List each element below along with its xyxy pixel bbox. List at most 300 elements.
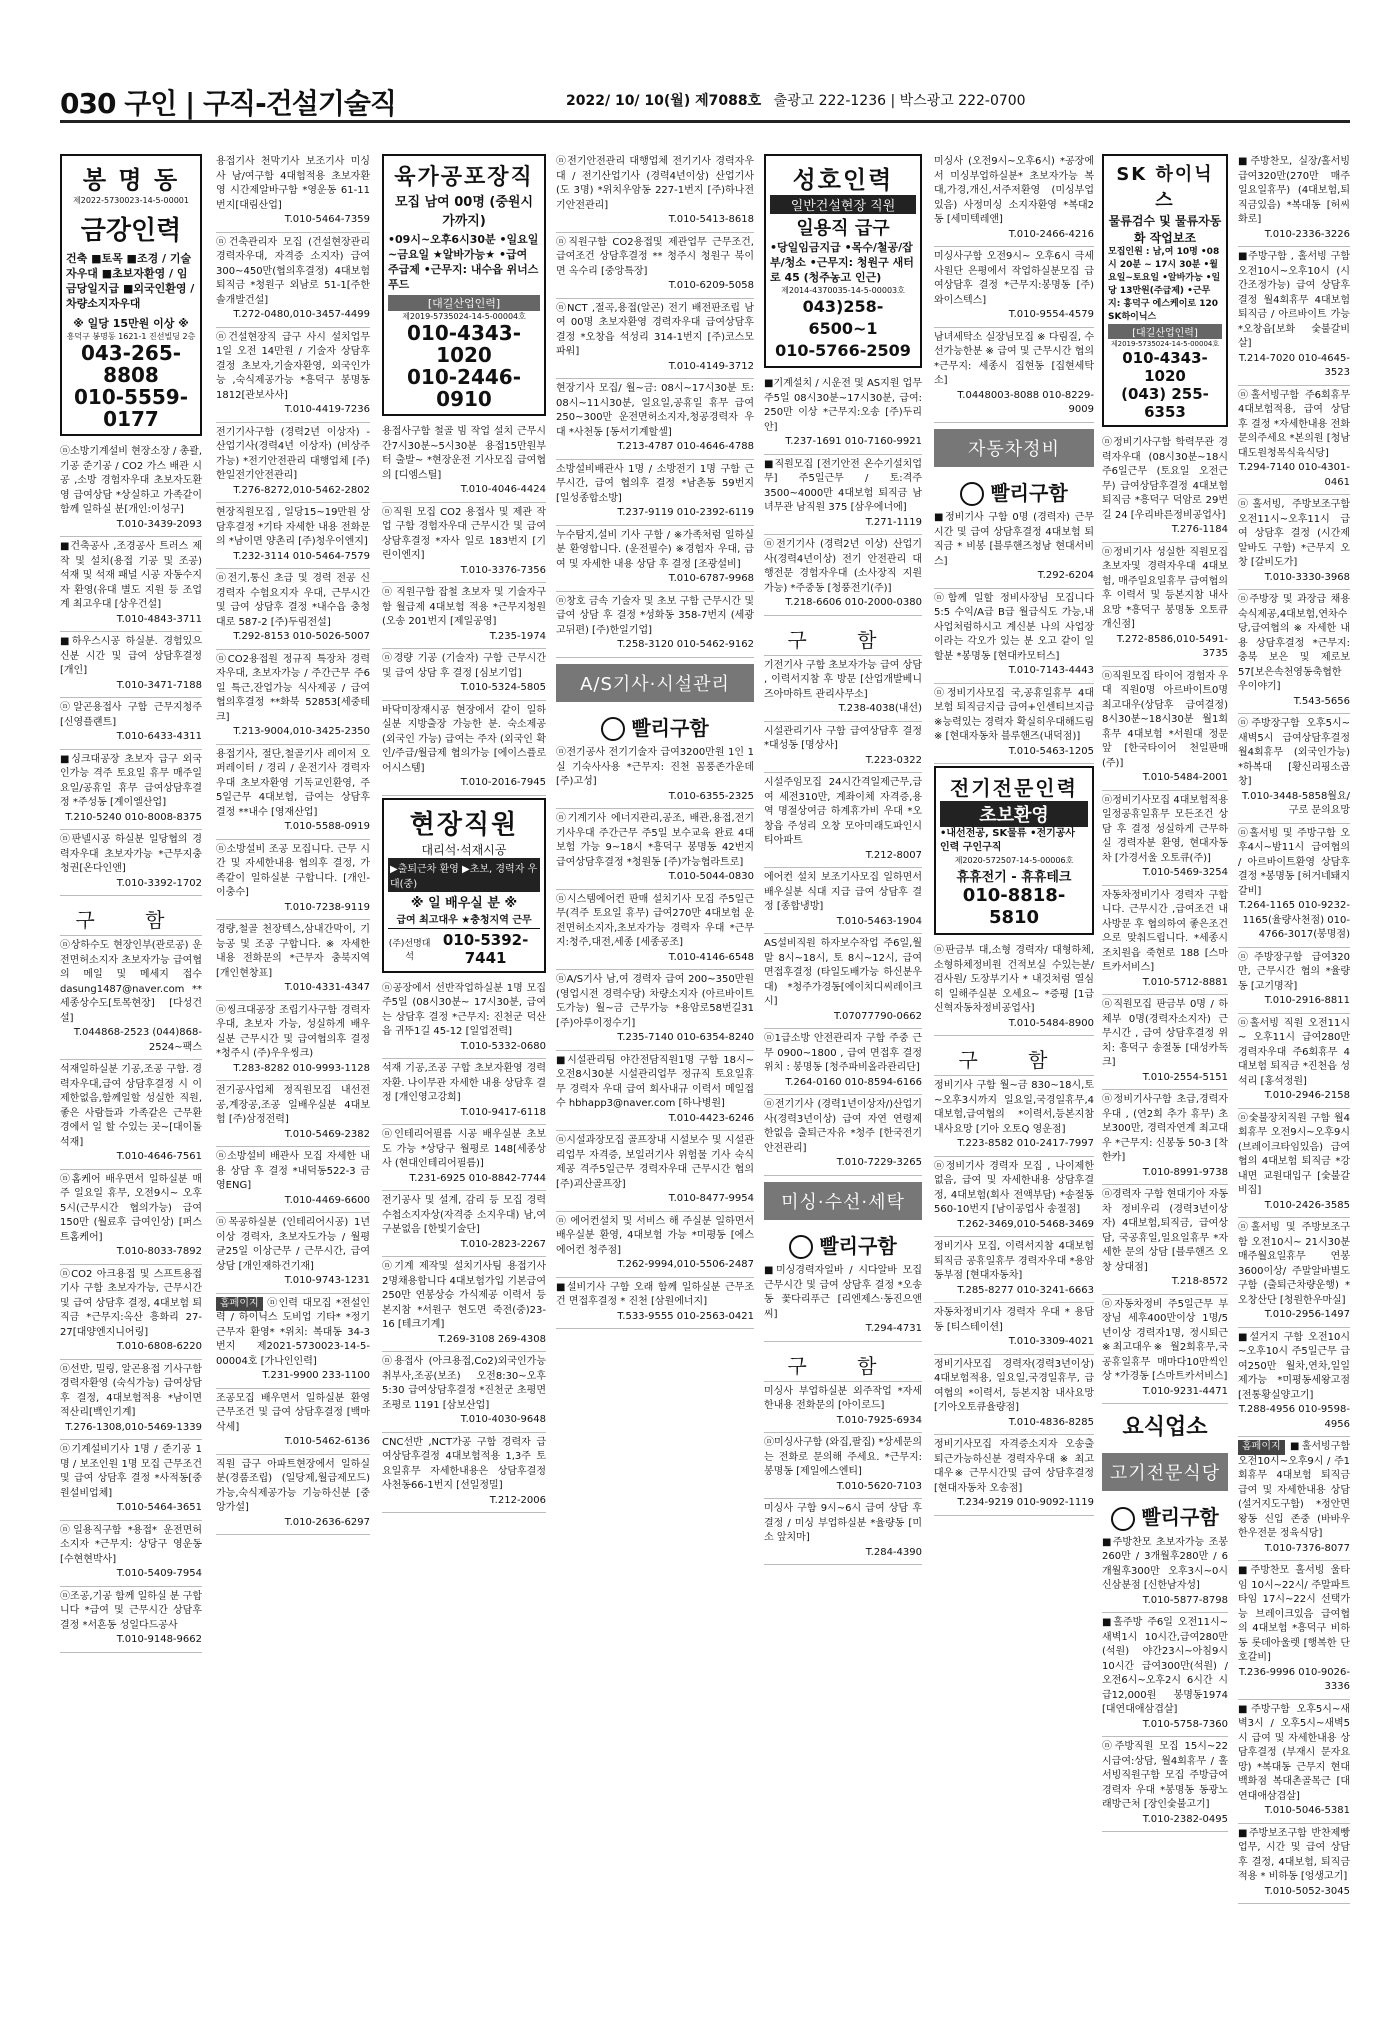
section-header-sewing: 미싱·수선·세탁 (764, 1182, 922, 1220)
homepage-tag: 홈페이지 (216, 1297, 263, 1312)
box-reg: 제2014-4370035-14-5-00003호 (781, 286, 905, 295)
ad-list (764, 374, 922, 616)
ad-text: ⓝ경력자 구함 현대기아 자동차 정비우리 (경력3년이상자) 4대보험,퇴직금, 급여상담, 국공휴일,일요일휴무 *자세한 문의 상담 [블루핸즈 오창 상대점] (1102, 1189, 1228, 1273)
classified-ad (764, 773, 922, 868)
ad-text: ⓝ숯불장치직원 구함 월4회휴무 오전9시~오후9시(브레이크타임있음) 급여협의 4대보험 퇴직금 *강내면 교원대입구 [숯불갈비집] (1238, 1112, 1350, 1196)
ad-tel: T.010-2016-7945 (460, 777, 546, 788)
ad-tel: T.010-5712-8881 (1142, 976, 1228, 988)
classified-ad (216, 569, 370, 650)
column-5 (764, 152, 922, 2012)
ad-text: ⓝ건축관리자 모집 (건설현장관리 경력자우대, 자격증 소지자) 급여300~450만(협의후결정) 4대보험 퇴직금 *청원구 외남로 51-1[주한솔개발건설] (216, 236, 370, 306)
classified-ad (1102, 543, 1228, 667)
ad-text: ⓝ정비기사 성실한 직원모집 초보자및 경력자우대 4대보험, 매주일요일휴무 급여협의후 이력서 및 등본지참 내사요망 *흥덕구 봉명동 오토큐개신점] (1102, 546, 1228, 630)
ad-tel: T.010-5877-8798 (1142, 1594, 1228, 1606)
ad-tel: T.232-3114 010-5464-7579 (233, 550, 370, 562)
box-phone-1: 010-4343-1020 (406, 321, 521, 367)
box-phone: 010-8818-5810 (962, 885, 1066, 928)
ad-tel: T.543-5656 (1293, 695, 1350, 707)
classified-ad (216, 423, 370, 504)
box-phone-2: (043) 255-6353 (1121, 385, 1209, 421)
section-header-restaurant: 요식업소 (1122, 1415, 1208, 1440)
ad-tel: T.010-5324-5805 (460, 682, 546, 693)
section-header-as: A/S기사·시설관리 (556, 664, 754, 702)
ad-text: 바닥미장재시공 현장에서 같이 일하실분 지방출장 가능한 분. 숙소제공 (외국인 가능) 급여는 주자 (외국인 확인/주급/월급제 협의가능 [에이스플로어시스템] (382, 704, 546, 774)
ad-text: 시설관리기사 구함 급여상담후 결정 *대성동 [명상사] (764, 725, 922, 751)
ad-text: ⓝ알곤용접사 구함 근무지청주[신영플랜트] (60, 702, 202, 728)
ad-text: ⓝ용접사 (아크용접,Co2)외국인가능 취부사,조공(보조) 오전8:30~오후5:30 급여상담후결정 *진천군 초평면 조평로 1191 [삼보산업] (382, 1356, 546, 1411)
ad-text: 정비기사모집 자격증소지자 오송출퇴근가능하신분 경력자우대 ※ 최고대우※ 근무시간및 급여 상담후결정 [현대자동차 오송점] (934, 1439, 1094, 1494)
ad-tel: T.010-5620-7103 (836, 1480, 922, 1492)
classified-ad (764, 1499, 922, 1565)
quick-hire-label: 빨리구함 (819, 1233, 897, 1258)
ad-text: ⓝCO2용접원 정규직 특장차 경력자우대, 초보자가능 / 주간근무 주6일 특근,잔업가능 식사제공 / 급여 협의후결정 **화북 52853[세중테크] (216, 653, 370, 723)
ad-tel: T.010-2336-3226 (1264, 228, 1350, 240)
ad-tel: T.264-0160 010-8594-6166 (785, 1076, 922, 1088)
box-name: 금강인력 (80, 216, 182, 246)
classified-ad (934, 1355, 1094, 1436)
ad-tel: T.010-3392-1702 (116, 877, 202, 889)
quick-hire-banner (934, 471, 1094, 509)
classified-ad (764, 1261, 922, 1342)
classified-ad (382, 1191, 546, 1257)
ad-box-meat (382, 154, 546, 416)
box-line: 급여 최고대우 ★충청지역 근무 (396, 914, 532, 926)
ad-tel: T.258-3120 010-5462-9162 (617, 639, 754, 650)
homepage-tag: 홈페이지 (1238, 1440, 1285, 1455)
ad-tel: T.294-7140 010-4301-0461 (1238, 462, 1350, 488)
classified-ad (556, 592, 754, 658)
classified-ad (60, 1060, 202, 1170)
classified-ad (216, 152, 370, 233)
clock-icon (601, 717, 625, 741)
ad-tel: T.010-7229-3265 (836, 1157, 922, 1168)
ad-tel: T.235-7140 010-6354-8240 (617, 1032, 754, 1043)
ad-text: ⓝ인력 대모집 *전설인력 / 하이닉스 도비업 기타* *정기근무자 환영* *위치: 복대동 34-3번지 제2021-5730023-14-5-00004호 [가나인인력] (216, 1297, 370, 1367)
classified-ad (216, 1455, 370, 1536)
ad-text: ⓝ1급소방 안전관리자 구함 주중 근무 0900~1800 , 급여 면접후 결정 위치 : 봉명동 [청주파비올라관리단] (764, 1033, 922, 1073)
box-reg: 제2019-5735024-14-5-00004호 (1110, 340, 1220, 348)
box-phone-1: 043-265-8808 (80, 341, 182, 387)
ad-tel: T.010-8991-9738 (1142, 1166, 1228, 1178)
quick-hire-banner (556, 706, 754, 744)
box-reg: 제2020-572507-14-5-00006호 (954, 856, 1074, 865)
classified-ad (556, 460, 754, 526)
ad-tel: T.010-4046-4424 (460, 484, 546, 495)
classified-ad (1102, 1533, 1228, 1614)
classified-ad (60, 1521, 202, 1587)
classified-ad (1238, 824, 1350, 948)
classifieds (60, 152, 1350, 2012)
ad-tel: T.262-3469,010-5468-3469 (957, 1218, 1094, 1230)
quick-hire-banner (1102, 1495, 1228, 1533)
ad-tel: T.210-5240 010-8008-8375 (65, 811, 202, 823)
ad-tel: T.010-2426-3585 (1264, 1199, 1350, 1211)
ad-text: AS설비직원 하자보수작업 주6일,월말 8시~18시, 토 8시~12시, 급여 면접후결정 (타일도배가능 하신분우대) *청주가경동[에이치디씨레이크시] (764, 938, 922, 1007)
ad-tel: T.010-2916-8811 (1264, 995, 1350, 1006)
ad-tel: T.010-5332-0680 (460, 1040, 546, 1052)
ad-tel: T.010-3376-7356 (460, 564, 546, 576)
ad-tel: T.292-6204 (1037, 570, 1094, 581)
ad-tel: T.010-2956-1497 (1264, 1309, 1350, 1320)
ad-tel: T.285-8277 010-3241-6663 (957, 1284, 1094, 1296)
ad-tel: T.010-5464-3651 (116, 1502, 202, 1513)
ad-tel: T.223-0322 (865, 754, 922, 766)
ad-text: ⓝ기계설비기사 1명 / 준기공 1명 / 보조인원 1명 모집 근무조건 및 급여 상담후 결정 *사적동[중원설비업체] (60, 1444, 202, 1499)
ad-text: ⓝ직원 모집 CO2 용접사 및 제관 작업 구함 경험자우대 근무시간 및 급여 상담후결정 *자사 일로 183번지 [기린이엔지] (382, 506, 546, 561)
section-header-gu: 구 함 (934, 1036, 1094, 1076)
classified-ad (1238, 714, 1350, 824)
ad-tel: T.269-3108 269-4308 (438, 1333, 546, 1345)
classified-ad (382, 583, 546, 649)
classified-ad (1102, 886, 1228, 996)
classified-ad (934, 684, 1094, 765)
box-title: 봉 명 동 (82, 166, 180, 194)
ad-tel: T.212-2006 (489, 1494, 546, 1506)
ad-text: 경량,철골 천장텍스,삼내간막이, 기능공 및 조공 구합니다. ※ 자세한 내용 전화문의 *근무자 충북지역 [개인현창표] (216, 924, 370, 979)
quick-hire-banner (764, 1224, 922, 1262)
ad-tel: T.231-9900 233-1100 (262, 1370, 370, 1381)
ad-box-electric (934, 766, 1094, 935)
column-3 (382, 152, 546, 2012)
classified-ad (556, 379, 754, 460)
ad-text: ⓝ정비기사모집 국,공휴일휴무 4대보험 퇴직금지급 급여+인센티브지급 ※능력있는 경력자 확실히우대해드림 ※ [현대자동차 블루핸즈(내덕점)] (934, 687, 1094, 742)
ad-text: ⓝ전기기사 (경력2년 이상) 산업기사(경력4년이상) 전기 안전관리 대행전문 경험자우대 (소사장직 지원가능) *주중동 [청풍전기(주)] (764, 539, 922, 594)
ad-tel: T.234-9219 010-9092-1119 (957, 1497, 1094, 1508)
ad-text: 미싱사 구함 9시~6시 급여 상담 후결정 / 미싱 부업하실분 *율량동 [미소 앞치마] (764, 1503, 922, 1543)
classified-ad (382, 979, 546, 1060)
ad-list (382, 422, 546, 796)
page-title: 030 구인 | 구직-건설기술직 (60, 87, 396, 120)
ad-text: ■홀주방 주6일 오전11시~새벽1시 10시간,급여280만(석원) 야간23시~아침9시 10시간 급여300만(석원) / 오전6시~오후2시 6시간 시급12,000원 봉명동1974 [대연대애삼겹살] (1102, 1617, 1228, 1715)
ad-tel: T.010-2382-0495 (1142, 1813, 1228, 1825)
classified-ad (382, 1257, 546, 1352)
ad-tel: T.212-8007 (865, 849, 922, 861)
classified-ad (764, 656, 922, 722)
ad-text: ⓝ전기,통신 초급 및 경력 전공 신경력자 수험요지자 우대, 근무시간 및 급여 상담후 결정 *내수읍 충청대로 587-2 [주)두림전설] (216, 573, 370, 628)
classified-ad (216, 328, 370, 423)
classified-ad (1238, 1561, 1350, 1700)
ad-text: ⓝ정비기사구함 학력무관 경력자우대 (08시30분~18시 주6일근무 (토요일 오전근무) 급여상담후결정 4대보험 퇴직금 *흥덕구 덕암로 29번길 24 [우리바른정비공업사] (1102, 437, 1228, 521)
ad-text: 현장직원모집 , 일당15~19만원 상담후결정 *기타 자세한 내용 전화문의 *남이면 양촌리 [주)청우이엔지] (216, 507, 370, 547)
quick-hire-label: 빨리구함 (1141, 1505, 1219, 1529)
ad-box-seongho (764, 154, 922, 368)
ad-text: 누수탐지,설비 기사 구함 / ※가족처럼 일하실분 환영합니다. (운전필수) ※경험자 우대, 급여 및 자세한 내용 상담 후 결정 [조광설비] (556, 529, 754, 570)
classified-ad (60, 442, 202, 537)
box-title: SK 하이닉스 (1116, 164, 1214, 211)
ad-list (934, 152, 1094, 423)
box-sub: 초보환영 (940, 801, 1088, 827)
ad-list (764, 1382, 922, 1566)
ad-text: ⓝ목공하실분 (인테리어시공) 1년이상 경력자, 초보자도가능 / 월평균25일 이상근무 / 근무시간, 급여상담 [개인재하건기재] (216, 1217, 370, 1272)
ad-list (1102, 433, 1228, 1404)
ad-tel: T.010-6433-4311 (116, 731, 202, 742)
ad-text: ⓝ선반, 밀링, 알곤용접 기사구함 경력자환영 (숙식가능) 급여상담후 결정, 4대보험적용 *남이면 적산리[백인기계] (60, 1363, 202, 1418)
ad-tel: T.010-2554-5151 (1142, 1071, 1228, 1083)
ad-text: 에어컨 설치 보조기사모집 일하면서배우실분 식대 지급 급여 상담후 결정 [종합냉방] (764, 872, 922, 912)
box-items: •당일임금지급 •목수/철공/잡부/청소 •근무지: 청원구 새터로 45 (청주농고 인근) (770, 241, 914, 284)
box-phone-2: 010-2446-0910 (406, 365, 521, 411)
ad-text: ⓝ홈케어 배우면서 일하실분 매주 일요일 휴무, 오전9시~ 오후5시(근무시간 협의가능) 급여150만 (월료후 급여인상) [퍼스트홈케어] (60, 1173, 202, 1243)
classified-ad (1102, 791, 1228, 886)
box-reg: 제2022-5730023-14-5-00001 (73, 196, 189, 205)
ad-text: ■하우스시공 하실분. 경험있으신분 시간 및 급여 상담후결정 [개인] (60, 636, 202, 676)
classified-ad (60, 1360, 202, 1441)
ad-text: ⓝ홀서빙구함 주6회휴무 4대보험적용, 급여 상담후 결정 *자세한내용 전화문의주세요 *본의원 [청남대도원청목식육식당] (1238, 389, 1350, 459)
section-header-auto: 자동차정비 (934, 429, 1094, 467)
ad-tel: T.010-5758-7360 (1142, 1718, 1228, 1730)
homepage-ad (1238, 1437, 1350, 1561)
ad-tel: T.010-5463-1205 (1008, 745, 1094, 757)
clock-icon (1111, 1507, 1135, 1531)
ad-tel: T.0448003-8088 010-8229-9009 (957, 389, 1094, 415)
quick-hire-label: 빨리구함 (631, 715, 709, 740)
ad-text: ⓝ정비기사모집 4대보험적용 일정공휴일휴무 모든조건 상담 후 결정 성실하게 근무하실 경력자분 환영, 현대자동차 [가경서울 오토큐(주)] (1102, 794, 1228, 864)
column-7 (1102, 152, 1228, 2012)
ad-text: 석재 기공,조공 구합 초보자환영 경력자환. 나이무관 자세한 내용 상담후 결정 [개인영고강희] (382, 1063, 546, 1103)
ad-tel: T.010-5052-3045 (1264, 1885, 1350, 1897)
page-header (60, 80, 1350, 123)
ad-tel: T.010-6787-9968 (668, 573, 754, 584)
ad-list (216, 152, 370, 1294)
ad-tel: T.231-6925 010-8842-7744 (409, 1172, 546, 1184)
classified-ad (556, 526, 754, 592)
classified-ad (934, 1076, 1094, 1157)
ad-list (556, 152, 754, 658)
ad-tel: T.276-1308,010-5469-1339 (65, 1421, 202, 1433)
ad-tel: T.010-6209-5058 (668, 280, 754, 291)
classified-ad (764, 868, 922, 934)
ad-text: ⓝ창호 금속 기술자 및 초보 구함 근무시간 및 급여 상담 후 결정 *성화동 358-7번지 (세광고뒤편) [주)한일기업] (556, 595, 754, 636)
ad-tel: T.010-5588-0919 (284, 821, 370, 832)
classified-ad (556, 1212, 754, 1278)
ad-tel: T.010-9743-1231 (284, 1275, 370, 1286)
ad-tel: T.010-5484-8900 (1008, 1017, 1094, 1029)
classified-ad (556, 970, 754, 1051)
section-header-gu: 구 함 (60, 896, 202, 936)
classified-ad (382, 701, 546, 796)
ad-tel: T.010-4646-7561 (116, 1151, 202, 1162)
ad-text: ⓝCO2 아크용접 및 스프트용접기사 구함 초보자가능, 근무시간 및 급여 상담후 결정, 4대보험 퇴직금 *근무지:옥산 흥화리 27-27[대양엔지니어링] (60, 1268, 202, 1338)
classified-ad (764, 934, 922, 1029)
ad-tel: T.010-4331-4347 (284, 982, 370, 993)
classified-ad (216, 233, 370, 328)
ad-list (934, 508, 1094, 764)
classified-ad (1238, 386, 1350, 496)
ad-list (934, 1076, 1094, 1516)
ad-tel: T.010-2636-6297 (284, 1516, 370, 1528)
ad-text: 기전기사 구함 초보자가능 급여 상담 , 이력서지참 후 방문 [산업개발베니즈아마하트 관리사무소] (764, 659, 922, 700)
ad-text: ⓝNCT ,절곡,용접(알곤) 전기 배전판조립 남여 00명 초보자환영 경력자우대 급여상담후결정 *오창읍 석성리 314-1번지 [주)코스모파워] (556, 302, 754, 357)
issue-info (566, 90, 1026, 110)
classified-ad (382, 1125, 546, 1191)
classified-ad (934, 941, 1094, 1036)
ad-tel: T.262-9994,010-5506-2487 (617, 1259, 754, 1270)
classified-ad (556, 809, 754, 890)
ad-text: 조공모집 배우면서 일하실분 환영 근무조건 및 급여 상담후결정 [백마삭세] (216, 1392, 370, 1433)
ad-tel: T.533-9555 010-2563-0421 (617, 1310, 754, 1322)
classified-ad (1238, 1109, 1350, 1219)
classified-ad (216, 920, 370, 1001)
box-phone: 010-5392-7441 (442, 930, 529, 967)
column-8 (1238, 152, 1350, 2012)
ad-tel: T.010-9148-9662 (116, 1634, 202, 1645)
ad-text: ⓝ인테리어필름 시공 배우실분 초보도 가능 *상당구 월평로 148[세종상사 (현대인테리어필름)] (382, 1129, 546, 1169)
ad-list (1238, 152, 1350, 1437)
ad-text: ⓝ전기공사 전기기술자 급여3200만원 1인 1실 기숙사사용 *근무지: 진천 꼼풍존가운데 [주)고성] (556, 747, 754, 787)
box-title: 성호인력 (792, 166, 894, 194)
classified-ad (216, 1081, 370, 1147)
ad-tel: T.010-8477-9954 (668, 1193, 754, 1204)
ad-text: ⓝ주방직원 모집 15시~22시급여:상담, 월4회휴무 / 홀서빙직원구함 모집 주방급여 경력자 우대 *봉명동 동광노래방근처 [장인숯불고기] (1102, 1741, 1228, 1810)
ad-text: 정비기사모집 경력자(경력3년이상) 4대보험적용, 일요일,국경일휴무, 급여협의 *이력서, 등본지참 내사요망 [기아오토큐율량점] (934, 1358, 1094, 1413)
ad-text: ■설거지 구함 오전10시~오후10시 주5일근무 급여250만 월차,연차,일일제가능 *미평동세왕고점 [전통황실양고기] (1238, 1331, 1350, 1401)
ad-text: 소방설비배관사 1명 / 소방전기 1명 구함 근무시간, 급여 협의후 결정 *남촌동 59번지 [일성종합소방] (556, 463, 754, 504)
box-recruit: 모집 남여 00명 (중원시 가까지) (394, 195, 534, 229)
ad-tel: T.010-6808-6220 (116, 1341, 202, 1352)
ad-tel: T.010-4030-9648 (460, 1414, 546, 1425)
ad-text: ■미싱경력자일바 / 시다알바 모집 근무시간 및 급여 상담후 결정 *오송동 꽃다리푸근 [리엔제스·동진으앤씨] (764, 1265, 922, 1320)
classified-ad (1238, 1014, 1350, 1109)
ad-text: ⓝ시설과장모집 골프장내 시설보수 및 시설관리업무 자격증, 보일러기사 위험물 기사 숙식제공 격주5일근무 경력자우대 근무시간 협의 [주)괴산골프장] (556, 1135, 754, 1190)
classified-ad (60, 830, 202, 896)
ad-text: 미싱사구함 오전9시~ 오후6시 극세사원단 은평에서 작업하실분모집 급여상담후 결정 *근무지:봉명동 [주)와이스텍스] (934, 251, 1094, 306)
ad-tel: T.264-1165 010-9232-1165(율량사천점) 010-4766-3017(봉명점) (1238, 900, 1350, 940)
classified-ad (60, 632, 202, 698)
classified-ad (556, 1131, 754, 1212)
classified-ad (556, 743, 754, 809)
ad-tel: T.010-9417-6118 (460, 1106, 546, 1118)
ad-text: 용접기사, 절단,철골기사 레이저 오퍼레이터 / 경리 / 운전기사 경력자우대 초보자환영 기독교인환영, 주5일근무 4대보험, 급여는 상담후 결정 **내수 [영재산업] (216, 748, 370, 818)
ad-text: ⓝ주방장 및 과장급 채용 숙식제공,4대보험,연차수당,급여협의 ※ 자세한 내용 상담후결정 *근무지: 충북 보은 및 제로보 57[보은속천영동축협한우이야기] (1238, 594, 1350, 692)
box-items: ▶출퇴근차 환영 ▶초보, 경력자 우대(중) (388, 858, 540, 892)
ad-tel: T.010-2946-2158 (1264, 1090, 1350, 1101)
classified-ad (764, 535, 922, 616)
classified-ad (1102, 1185, 1228, 1295)
ad-text: 미싱사 (오전9시~오후6시) *공장에서 미싱부업하실분* 초보자가능 복대,가경,개신,서주저환영 (미싱부업있음) 사정미싱 소지자환영 *복대2동 [세미텍레앤] (934, 156, 1094, 225)
ad-text: ⓝ 직원구함 잡철 초보자 및 기술자구함 월급제 4대보험 적용 *근무지청원(오송 201번지 [제일공영] (382, 587, 546, 627)
classified-ad (216, 650, 370, 745)
classified-ad (1238, 247, 1350, 386)
ad-list (764, 656, 922, 1176)
section-header-gu: 구 함 (764, 616, 922, 656)
ad-text: ■싱크대공장 초보자 급구 외국인가능 격주 토요일 휴무 매주일요일/공휴일 휴무 급여상담후결정 *주성동 [계이엘산업] (60, 753, 202, 808)
ad-text: ⓝ기계 제작및 설치기사팀 용접기사 2명채용합니다 4대보험가입 기본급여250만 연봉상승 가식제공 이력서 등본지참 *서원구 현도면 죽전(중)23-16 [테크기계] (382, 1261, 546, 1330)
classified-ad (60, 750, 202, 831)
ad-tel: T.010-5413-8618 (668, 214, 754, 225)
classified-ad (1238, 1218, 1350, 1328)
classified-ad (556, 890, 754, 971)
classified-ad (60, 1440, 202, 1521)
box-phone-1: 043)258-6500~1 (802, 297, 884, 338)
ad-tel: T.237-9119 010-2392-6119 (617, 507, 754, 518)
ad-list (216, 1389, 370, 1536)
ad-text: ⓝ조공,기공 함께 일하실 분 구합니다 *급여 및 근무시간 상담후 결정 *서흔동 성일다드공사 (60, 1590, 202, 1631)
ad-text: ■주방찬모 초보자가능 조봉 260만 / 3개월후280만 / 6개월후300만 오후3시~0시 신삼분점 [신한남자성] (1102, 1536, 1228, 1591)
ad-list (382, 979, 546, 1514)
classified-ad (382, 1433, 546, 1514)
classified-ad (764, 374, 922, 455)
ad-tel: T.238-4038(내선) (838, 703, 922, 714)
ad-text: ■주방보조구함 반찬제빵 업무, 시간 및 급여 상담 후 결정, 4대보험, 퇴직금 적용 * 비하동 [엉생고기] (1238, 1827, 1350, 1882)
ad-tel: T.010-3448-5858월요/구로 문의요망 (1242, 790, 1350, 816)
ad-text: 용접기사 천막기사 보조기사 미싱사 남/여구함 4대험적용 초보자환영 시간제알바구함 *영운동 61-11번지[대림산업] (216, 156, 370, 211)
ad-text: ⓝ 에어컨설치 및 서비스 해 주실분 일하면서 배우실분 환영, 4대보험 가능 *미평동 [에스에어컨 청주점] (556, 1215, 754, 1256)
ad-tel: T.010-4469-6600 (284, 1194, 370, 1206)
classified-ad (382, 503, 546, 584)
ad-text: ■시설관리팀 야간전담직원1명 구함 18시~오전8시30분 시설관리업무 정규직 토요일휴무 경력자 우대 급여 회사내규 이력서 메일접수 hbhapp3@naver.com [하나병원] (556, 1054, 754, 1109)
classified-ad (764, 722, 922, 774)
quick-hire-label: 빨리구함 (990, 480, 1068, 505)
ad-text: ⓝ주방장구함 급여320만, 근무시간 협의 *율량동 [고기명작] (1238, 951, 1350, 992)
classified-ad (216, 1389, 370, 1455)
ad-tel: T.271-1119 (865, 516, 922, 528)
ad-tel: T.010-4836-8285 (1008, 1416, 1094, 1428)
ad-tel: T.283-8282 010-9993-1128 (233, 1062, 370, 1074)
classified-ad (1102, 995, 1228, 1090)
box-company: [대길산업인력] (388, 295, 540, 311)
box-sub: 일반건설현장 직원 (770, 195, 916, 214)
classified-ad (382, 649, 546, 701)
classified-ad (1238, 495, 1350, 590)
classified-ad (1102, 1295, 1228, 1405)
classified-ad (382, 1059, 546, 1125)
ad-text: ⓝ홀서빙 직원 오전11시~ 오후11시 급여280만 경력자우대 주6회휴무 4대보험 퇴직금 *진천읍 성석리 [홍석정원] (1238, 1017, 1350, 1087)
ad-box-stone (382, 798, 546, 973)
ad-tel: T.010-4843-3711 (116, 613, 202, 625)
ad-tel: T.294-4731 (865, 1323, 922, 1334)
ad-tel: T.010-4419-7236 (284, 404, 370, 415)
ad-tel: T.010-8033-7892 (116, 1246, 202, 1257)
ad-tel: T.237-1691 010-7160-9921 (785, 436, 922, 447)
ad-text: 남녀세탁소 실장님모집 ※ 다림질, 수선가능한분 ※ 급여 및 근무시간 협의 *근무지: 세종시 집현동 [집현세탁소] (934, 331, 1094, 386)
classified-ad (1102, 1613, 1228, 1737)
classified-ad (382, 1352, 546, 1433)
section-header-gu: 구 함 (764, 1342, 922, 1382)
classified-ad (934, 508, 1094, 589)
classified-ad (1238, 1328, 1350, 1438)
box-title: 육가공포장직 (394, 165, 534, 190)
classified-ad (1102, 433, 1228, 543)
classified-ad (1238, 590, 1350, 714)
box-company: (주)선명대석 (388, 938, 431, 962)
ad-text: ⓝ상하수도 현장인부(관로공) 운전면허소지자 초보자가능 급여협의 메일 및 메세지 접수 dasung1487@naver.com **세종상수도[토목현장] [다성건설] (60, 940, 202, 1024)
ad-text: ⓝ시스템에어컨 판매 설치기사 모집 주5일근무(격주 토요일 휴무) 급여270만 4대보험 운전면허소지자,초보자가능 경력자 우대 *근무지:청주,대전,세종 [세종공조] (556, 893, 754, 948)
ad-tel: T.010-2823-2267 (460, 1238, 546, 1250)
ad-tel: T.010-5469-3254 (1142, 867, 1228, 878)
ad-text: CNC선반 ,NCT가공 구함 경력자 급여상담후결정 4대보험적용 1,3주 토요일휴무 자세한내용은 상담후결정 사천동66-1번지 [선일정밀] (382, 1436, 546, 1491)
ad-text: ■주방구함 오후5시~새벽3시 / 오후5시~새벽5시 급여 및 자세한내용 상담후결정 (부재시 문자요망) *복대동 근무지 현대백화점 복대촌골목근 [대연대애삼겹살] (1238, 1703, 1350, 1802)
classified-ad (216, 745, 370, 840)
box-sub: 대리석·석재시공 (421, 842, 507, 857)
ad-text: ⓝ주방장구함 오후5시~새벽5시 급여상담후결정 월4회휴무 (외국인가능) *하복대 [황신리핑소곱창] (1238, 718, 1350, 787)
ad-tel: T.213-4787 010-4646-4788 (617, 441, 754, 452)
box-items: 모집인원 : 남,여 10명 •08시 20분 ~ 17시 30분 •월요일~토요일 •알바가능 •일당 13만원(주급제) •근무지: 흥덕구 에스케이로 120 SK하이닉스 (1108, 247, 1221, 322)
ad-tel: T.010-4146-6548 (668, 951, 754, 963)
ad-text: ⓝ정비기사구함 초급,경력자우대 , (연2회 추가 휴무) 초보300만, 경력자연계 최고대우 *근무지: 신봉동 50-3 [착한카] (1102, 1094, 1228, 1163)
ad-text: ⓝ일용직구함 *용접* 운전면허 소지자 *근무지: 상당구 영운동[수현현박사] (60, 1524, 202, 1565)
ad-text: ⓝ직원구함 CO2용접및 제관업무 근무조건, 급여조건 상담후결정 ** 청주시 청원구 북이면 옥수리 [중앙특장] (556, 236, 754, 277)
ad-tel: T.010-5469-2382 (284, 1128, 370, 1140)
ad-text: ⓝ판금부 대,소형 경력자/ 대형하체,소형하체정비원 건적보실 수있는분/ 검사원/ 도장부기사 * 내것처럼 열심히 일해주실분 오세요~ *증평 [1급신혁자동차정비공업사] (934, 945, 1094, 1014)
ad-text: ⓝ미싱사구함 (와집,팔집) *상세문의는 전화로 문의해 주세요. *근무지: 봉명동 [제일에스엔티] (764, 1437, 922, 1477)
ad-text: 자동차정비기사 경력자 우대 * 용담동 [티스테이션] (934, 1307, 1094, 1333)
ad-tel: T.010-4149-3712 (668, 360, 754, 372)
box-head: 일용직 급구 (796, 218, 890, 239)
ad-text: ⓝ함께 일할 정비사장님 모집니다 5:5 수익/A급 B급 월급식도 가능,내 사업처럼하시고 계신분 나의 사업장이라는 각오가 있는 분 오고 같이 일할분 *봉명동 [현대카모터스] (934, 592, 1094, 662)
ad-text: ⓝ홀서빙 및 주방구함 오후4시~밤11시 급여협의 / 아르바이트환영 상담후 결정 *봉명동 [허거네돼지갈비] (1238, 827, 1350, 897)
classified-ad (60, 1587, 202, 1653)
classified-ad (60, 1170, 202, 1265)
